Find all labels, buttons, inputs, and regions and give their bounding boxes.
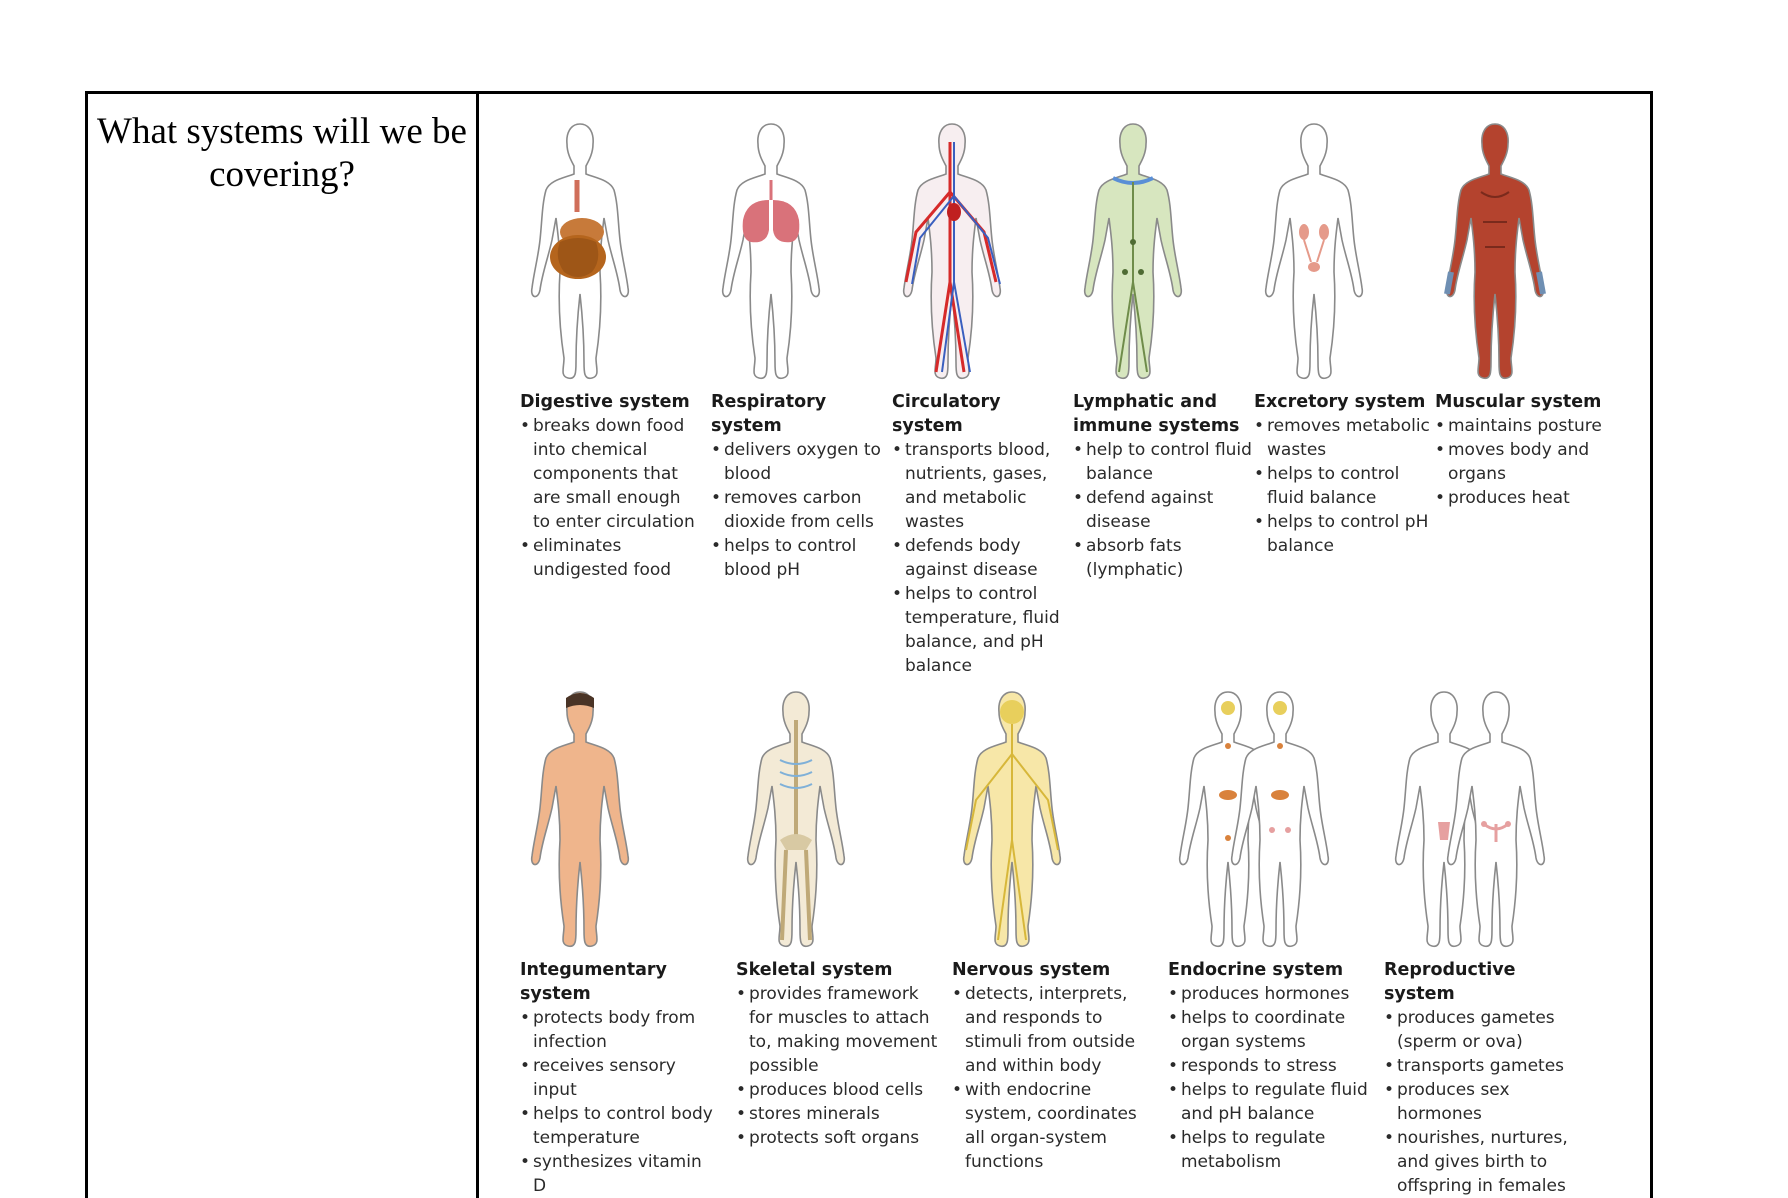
system-title: Circulatory system xyxy=(892,392,1001,436)
bullet: • produces blood cells xyxy=(736,1078,946,1102)
bullet-list xyxy=(1073,438,1253,582)
system-title: Respiratory system xyxy=(711,392,827,436)
skeletal-figure-icon xyxy=(736,690,856,954)
system-lymphatic xyxy=(1073,122,1253,582)
lymphatic-figure-icon xyxy=(1073,122,1193,386)
system-title: Lymphatic and immune systems xyxy=(1073,392,1240,436)
bullet-list xyxy=(892,438,1072,678)
bullet: • breaks down food into chemical components that are small enough to enter circulation xyxy=(520,414,700,534)
bullet: • responds to stress xyxy=(1168,1054,1378,1078)
bullet: • synthesizes vitamin D xyxy=(520,1150,720,1198)
bullet: • removes carbon dioxide from cells xyxy=(711,486,891,534)
bullet-list xyxy=(1435,414,1615,510)
system-muscular xyxy=(1435,122,1615,510)
bullet-list xyxy=(711,438,891,582)
system-reproductive xyxy=(1384,690,1584,1198)
bullet: • transports gametes xyxy=(1384,1054,1584,1078)
bullet-list xyxy=(952,982,1152,1174)
bullet: • removes metabolic wastes xyxy=(1254,414,1434,462)
bullet: • produces sex hormones xyxy=(1384,1078,1584,1126)
bullet: • helps to control fluid balance xyxy=(1254,462,1434,510)
system-respiratory xyxy=(711,122,891,582)
bullet: • moves body and organs xyxy=(1435,438,1615,486)
bullet: • helps to control temperature, fluid balance, and pH balance xyxy=(892,582,1072,678)
bullet: • maintains posture xyxy=(1435,414,1615,438)
reproductive-figure-icon xyxy=(1384,690,1554,954)
integumentary-figure-icon xyxy=(520,690,640,954)
column-divider xyxy=(476,91,479,1198)
bullet: • receives sensory input xyxy=(520,1054,720,1102)
bullet: • protects soft organs xyxy=(736,1126,946,1150)
bullet: • helps to control blood pH xyxy=(711,534,891,582)
bullet: • help to control fluid balance xyxy=(1073,438,1253,486)
bullet-list xyxy=(520,1006,720,1198)
bullet: • produces heat xyxy=(1435,486,1615,510)
bullet: • produces hormones xyxy=(1168,982,1378,1006)
bullet: • defend against disease xyxy=(1073,486,1253,534)
nervous-figure-icon xyxy=(952,690,1072,954)
bullet: • stores minerals xyxy=(736,1102,946,1126)
system-excretory xyxy=(1254,122,1434,558)
muscular-figure-icon xyxy=(1435,122,1555,386)
bullet: • defends body against disease xyxy=(892,534,1072,582)
circulatory-figure-icon xyxy=(892,122,1012,386)
system-endocrine xyxy=(1168,690,1378,1174)
bullet-list xyxy=(1168,982,1378,1174)
bullet: • nourishes, nurtures, and gives birth to offspring in females xyxy=(1384,1126,1584,1198)
bullet: • eliminates undigested food xyxy=(520,534,700,582)
system-title: Muscular system xyxy=(1435,392,1602,412)
bullet: • helps to regulate metabolism xyxy=(1168,1126,1378,1174)
bullet: • helps to regulate fluid and pH balance xyxy=(1168,1078,1378,1126)
slide-question: What systems will we be covering? xyxy=(97,111,467,195)
system-circulatory xyxy=(892,122,1072,678)
system-title: Nervous system xyxy=(952,960,1111,980)
system-title: Digestive system xyxy=(520,392,690,412)
bullet: • detects, interprets, and responds to stimuli from outside and within body xyxy=(952,982,1152,1078)
bullet: • delivers oxygen to blood xyxy=(711,438,891,486)
system-title: Integumentary system xyxy=(520,960,667,1004)
bullet-list xyxy=(736,982,946,1150)
system-skeletal xyxy=(736,690,946,1150)
bullet: • helps to control body temperature xyxy=(520,1102,720,1150)
system-digestive xyxy=(520,122,700,582)
bullet-list xyxy=(1254,414,1434,558)
system-title: Skeletal system xyxy=(736,960,893,980)
system-title: Excretory system xyxy=(1254,392,1426,412)
system-title: Reproductive system xyxy=(1384,960,1516,1004)
system-integumentary xyxy=(520,690,720,1198)
bullet: • provides framework for muscles to attach to, making movement possible xyxy=(736,982,946,1078)
bullet: • protects body from infection xyxy=(520,1006,720,1054)
bullet: • produces gametes (sperm or ova) xyxy=(1384,1006,1584,1054)
bullet-list xyxy=(1384,1006,1584,1198)
endocrine-figure-icon xyxy=(1168,690,1338,954)
bullet: • helps to control pH balance xyxy=(1254,510,1434,558)
bullet-list xyxy=(520,414,700,582)
system-title: Endocrine system xyxy=(1168,960,1344,980)
bullet: • transports blood, nutrients, gases, and metabolic wastes xyxy=(892,438,1072,534)
digestive-figure-icon xyxy=(520,122,640,386)
system-nervous xyxy=(952,690,1152,1174)
bullet: • helps to coordinate organ systems xyxy=(1168,1006,1378,1054)
respiratory-figure-icon xyxy=(711,122,831,386)
excretory-figure-icon xyxy=(1254,122,1374,386)
bullet: • with endocrine system, coordinates all organ-system functions xyxy=(952,1078,1152,1174)
bullet: • absorb fats (lymphatic) xyxy=(1073,534,1253,582)
